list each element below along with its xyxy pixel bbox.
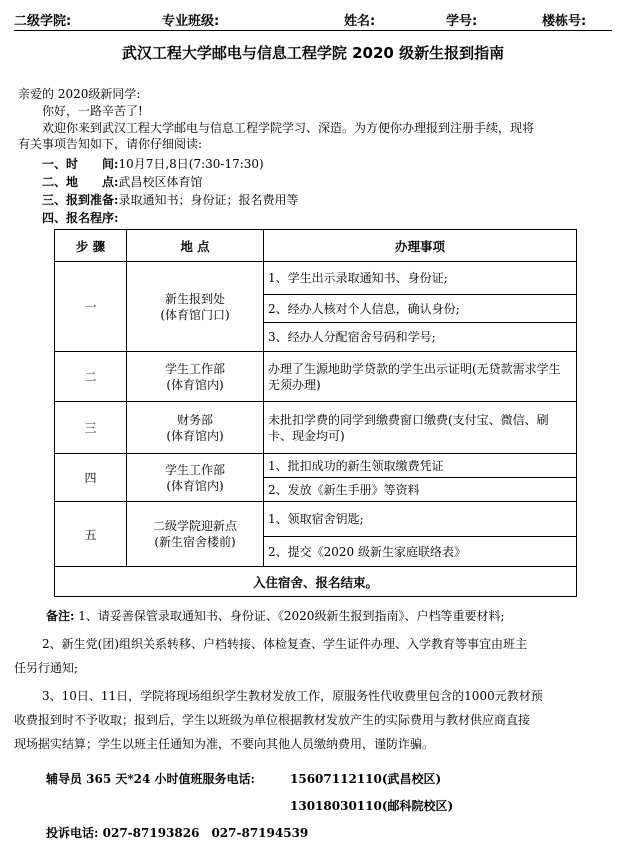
step-cell: 五 [55,502,127,567]
table-row [55,262,577,295]
place-label: 二、地 点: [42,175,119,189]
note-item-1 [14,604,614,628]
task-cell: 办理了生源地助学贷款的学生出示证明(无贷款需求学生无须办理) [264,352,577,402]
step-cell: 二 [55,352,127,402]
location-cell [127,262,264,352]
task-cell: 3、经办人分配宿舍号码和学号; [264,323,577,352]
table-footer: 入住宿舍、报名结束。 [55,567,577,597]
student-id-label: 学号: [446,14,478,29]
prep-value: 录取通知书；身份证；报名费用等 [118,193,299,207]
location-cell [127,502,264,567]
task-cell: 1、领取宿舍钥匙; [264,502,577,537]
location-cell [127,402,264,454]
task-cell: 2、经办人核对个人信息，确认身份; [264,295,577,323]
task-cell: 1、批扣成功的新生领取缴费凭证 [264,454,577,478]
header-location: 地 点 [127,230,264,262]
location-cell [127,454,264,502]
step-cell: 四 [55,454,127,502]
location-name: 二级学院迎新点 [152,519,237,533]
task-cell: 2、发放《新生手册》等资料 [264,478,577,502]
notes [14,604,614,756]
greeting: 你好，一路辛苦了! [42,104,143,118]
step-cell: 三 [55,402,127,454]
task-cell: 1、学生出示录取通知书、身份证; [264,262,577,295]
college-label: 二级学院: [14,14,72,29]
prep-label: 三、报到准备: [42,193,119,207]
location-name: 学生工作部 [164,462,225,477]
hotline-label: 辅导员 365 天*24 小时值班服务电话: [46,772,255,786]
note-item-3-line3: 现场据实结算；学生以班主任通知为准，不要向其他人员缴纳费用，谨防诈骗。 [14,737,435,751]
hotline-phone-wuchang: 15607112110(武昌校区) [290,772,442,786]
complaint-phones: 027-87193826 027-87194539 [102,826,309,840]
building-label: 楼栋号: [542,14,587,29]
procedure-label: 四、报名程序: [42,211,119,225]
location-detail: (体育馆内) [166,377,224,392]
name-label: 姓名: [344,14,376,29]
page-title: 武汉工程大学邮电与信息工程学院 2020 级新生报到指南 [121,44,505,62]
salutation: 亲爱的 2020级新同学: [18,87,141,101]
location-detail: (体育馆内) [166,428,224,443]
complaint-label: 投诉电话: [46,826,99,840]
time-value: 10月7日,8日(7:30-17:30) [118,157,264,171]
time-label: 一、时 间: [42,157,119,171]
header-tasks: 办理事项 [264,230,577,262]
note-item-2-line1: 2、新生党(团)组织关系转移、户档转接、体检复查、学生证件办理、入学教育等事宜由班主 [42,637,528,651]
section-place [42,174,202,190]
note-item-3-line1: 3、10日、11日，学院将现场组织学生教材发放工作，原服务性代收费里包含的1000元教材预 [42,689,543,703]
header-step: 步 骤 [55,230,127,262]
table-row [55,402,577,454]
table-row [55,352,577,402]
procedure-table [54,229,577,597]
intro-body-line2: 有关事项告知如下，请你仔细阅读: [18,137,203,151]
note-item-3-line2: 收费报到时不予收取；报到后，学生以班级为单位根据教材发放产生的实际费用与教材供应商直接 [14,713,531,727]
complaint-line [46,824,308,841]
location-cell [127,352,264,402]
hotline-phone-youkeyuan: 13018030110(邮科院校区) [290,799,454,813]
task-cell: 未批扣学费的同学到缴费窗口缴费(支付宝、微信、刷卡、现金均可) [264,402,577,454]
task-cell: 2、提交《2020 级新生家庭联络表》 [264,537,577,567]
table-row [55,502,577,537]
table-header-row [55,230,577,262]
place-value: 武昌校区体育馆 [118,175,203,189]
student-info-header [14,8,612,28]
table-row [55,454,577,478]
location-name: 学生工作部 [164,361,225,376]
location-detail: (体育馆门口) [160,307,230,322]
section-prep [42,192,298,208]
notes-label: 备注: [46,609,75,623]
header-divider [14,30,612,31]
class-label: 专业班级: [162,14,220,29]
location-detail: (体育馆内) [166,478,224,493]
table-footer-row [55,567,577,597]
note-item-2-line2: 任另行通知; [14,661,79,675]
section-time [42,156,264,172]
step-cell: 一 [55,262,127,352]
location-name: 财务部 [176,412,213,427]
location-detail: (新生宿舍楼前) [154,535,236,549]
location-name: 新生报到处 [164,291,225,306]
intro-body-line1: 欢迎你来到武汉工程大学邮电与信息工程学院学习、深造。为方便你办理报到注册手续，现将 [42,121,535,135]
note-item-1-text: 1、请妥善保管录取通知书、身份证、《2020级新生报到指南》、户档等重要材料; [78,609,505,623]
